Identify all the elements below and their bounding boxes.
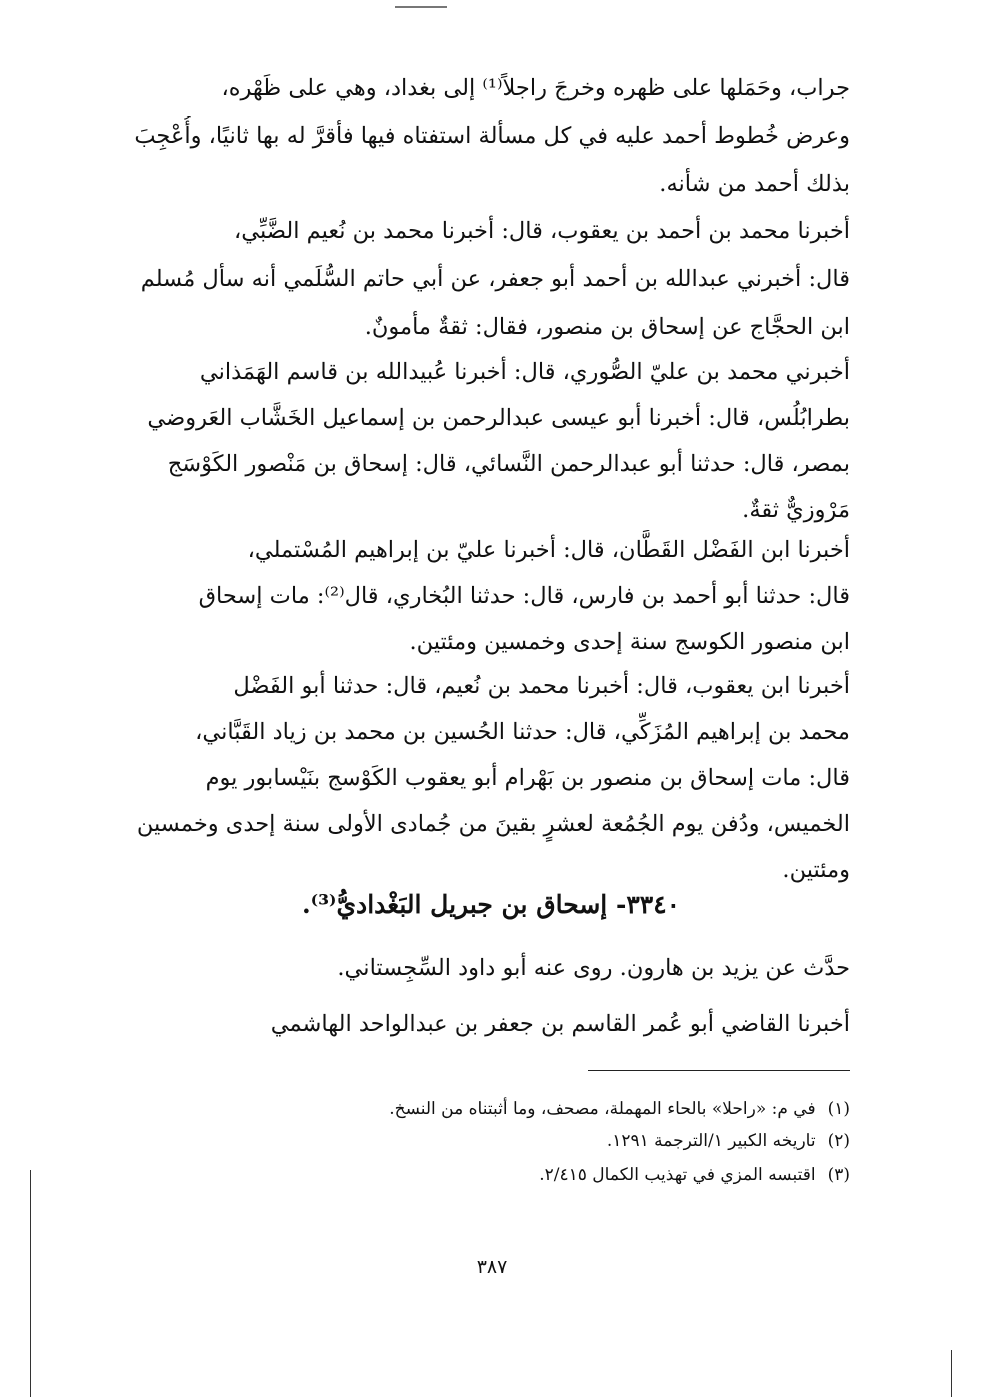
text-line: وعرض خُطوط أحمد عليه في كل مسألة استفتاه فيها فأقرَّ له بها ثانيًا، وأُعْجِبَ <box>134 123 850 149</box>
footnote-number: (٢) <box>827 1131 850 1151</box>
text-line: مَرْوزيٌّ ثقةٌ. <box>742 497 850 523</box>
text-line: أخبرني محمد بن عليّ الصُّوري، قال: أخبرنا عُبيدالله بن قاسم الهَمَذاني <box>199 359 850 385</box>
text-line: أخبرنا ابن الفَضْل القَطَّان، قال: أخبرنا عليّ بن إبراهيم المُسْتملي، <box>247 537 850 563</box>
footnote-2 <box>210 1124 850 1158</box>
text-line: محمد بن إبراهيم المُزَكِّي، قال: حدثنا الحُسين بن محمد بن زياد القَبَّاني، <box>195 719 850 745</box>
text-line: ابن منصور الكوسج سنة إحدى وخمسين ومئتين. <box>409 629 850 655</box>
footnote-1 <box>210 1092 850 1126</box>
footnote-text: تاريخه الكبير ١/الترجمة ١٢٩١. <box>606 1131 816 1151</box>
text-line: قال: مات إسحاق بن منصور بن بَهْرام أبو يعقوب الكَوْسج بنَيْسابور يوم <box>205 765 850 791</box>
text-line: الخميس، ودُفن يوم الجُمُعة لعشرٍ بقينَ من جُمادى الأولى سنة إحدى وخمسين <box>136 811 850 837</box>
main-text <box>132 68 850 908</box>
top-rule <box>395 6 447 8</box>
text-line: بطرابُلُس، قال: أخبرنا أبو عيسى عبدالرحمن بن إسماعيل الخَشَّاب العَروضي <box>147 405 850 431</box>
text-line: جراب، وحَمَلها على ظهره وخرجَ راجلاً⁽¹⁾ إلى بغداد، وهي على ظَهْره، <box>221 75 850 101</box>
text-line: بمصر، قال: حدثنا أبو عبدالرحمن النَّسائي، قال: إسحاق بن مَنْصور الكَوْسَج <box>167 451 850 477</box>
text-line: ومئتين. <box>782 857 850 883</box>
footnote-separator <box>588 1070 850 1071</box>
page-number: ٣٨٧ <box>476 1256 508 1278</box>
text-line: حدَّث عن يزيد بن هارون. روى عنه أبو داود السِّجِستاني. <box>337 955 850 981</box>
text-line: بذلك أحمد من شأنه. <box>659 171 850 197</box>
footnote-text: اقتبسه المزي في تهذيب الكمال ٢/٤١٥. <box>539 1165 816 1185</box>
text-line: أخبرنا محمد بن أحمد بن يعقوب، قال: أخبرنا محمد بن نُعيم الضَّبِّي، <box>234 218 850 244</box>
text-line: أخبرنا ابن يعقوب، قال: أخبرنا محمد بن نُعيم، قال: حدثنا أبو الفَضْل <box>233 673 850 699</box>
entry-text <box>132 948 850 1058</box>
text-line: ابن الحجَّاج عن إسحاق بن منصور، فقال: ثقةٌ مأمونٌ. <box>364 314 850 340</box>
footnote-3 <box>210 1158 850 1192</box>
entry-heading: ٣٣٤٠- إسحاق بن جبريل البَغْداديُّ⁽³⁾. <box>301 890 681 919</box>
text-line: أخبرنا القاضي أبو عُمر القاسم بن جعفر بن عبدالواحد الهاشمي <box>270 1011 850 1037</box>
footnote-number: (١) <box>827 1099 850 1119</box>
text-line: قال: أخبرني عبدالله بن أحمد أبو جعفر، عن أبي حاتم السُّلَمي أنه سأل مُسلم <box>140 266 850 292</box>
footnote-text: في م: «راحلا» بالحاء المهملة، مصحف، وما أثبتناه من النسخ. <box>389 1099 816 1119</box>
scan-edge-line-left <box>30 1170 31 1397</box>
scan-edge-line-right <box>951 1350 952 1397</box>
text-line: قال: حدثنا أبو أحمد بن فارس، قال: حدثنا البُخاري، قال⁽²⁾: مات إسحاق <box>198 583 850 609</box>
footnote-number: (٣) <box>827 1165 850 1185</box>
